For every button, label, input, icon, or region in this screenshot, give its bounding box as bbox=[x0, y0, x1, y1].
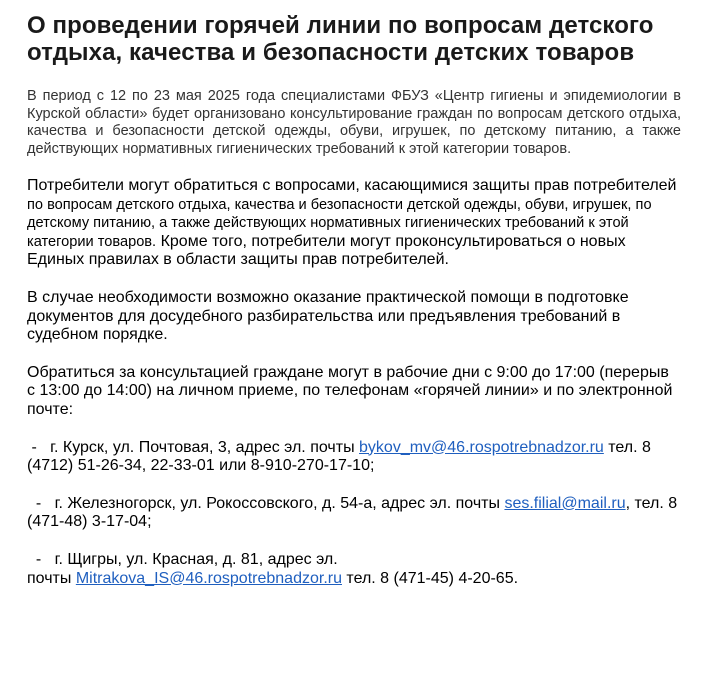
contact-kursk-address: г. Курск, ул. Почтовая, 3, адрес эл. почты bbox=[50, 438, 360, 456]
list-dash: - bbox=[27, 550, 55, 568]
spacer bbox=[27, 345, 681, 364]
contact-zheleznogorsk-address: г. Железногорск, ул. Рокоссовского, д. 54-а, адрес эл. почты bbox=[54, 494, 505, 512]
spacer bbox=[27, 476, 681, 495]
email-link-shchigry[interactable]: Mitrakova_IS@46.rospotrebnadzor.ru bbox=[75, 569, 342, 587]
spacer bbox=[27, 532, 681, 551]
contact-shchigry bbox=[27, 551, 681, 588]
list-dash: - bbox=[27, 438, 51, 456]
consumers-text-part2: по вопросам детского отдыха, качества и безопасности детской одежды, обуви, игрушек, по детскому питанию, а также действующих нормативных гигиенических требований к этой категории товаров. bbox=[27, 196, 652, 250]
email-link-zheleznogorsk[interactable]: ses.filial@mail.ru bbox=[504, 494, 626, 512]
intro-paragraph: В период с 12 по 23 мая 2025 года специалистами ФБУЗ «Центр гигиены и эпидемиологии в Курской области» будет организовано консультирование граждан по вопросам детского отдыха, качества и безопасности детской одежды, обуви, игрушек, по детскому питанию, а также действующих нормативных гигиенических требований к этой категории товаров. bbox=[27, 88, 681, 157]
consumers-text-part3: Кроме того, потребители могут проконсультироваться о новых Единых правилах в области защиты прав потребителей. bbox=[27, 232, 626, 269]
consumers-text-part1: Потребители могут обратиться с вопросами, касающимися защиты прав потребителей bbox=[27, 177, 677, 194]
contact-shchigry-address-line1: г. Щигры, ул. Красная, д. 81, адрес эл. bbox=[54, 550, 338, 568]
spacer bbox=[27, 270, 681, 289]
consumers-paragraph bbox=[27, 177, 681, 270]
article bbox=[27, 12, 681, 588]
contact-zheleznogorsk-phone: , тел. 8 (471-48) 3-17-04; bbox=[27, 494, 678, 531]
contact-zheleznogorsk bbox=[27, 495, 681, 532]
contact-intro-paragraph: Обратиться за консультацией граждане могут в рабочие дни с 9:00 до 17:00 (перерыв с 13:00 до 14:00) на личном приеме, по телефонам «горячей линии» и по электронной почте: bbox=[27, 363, 673, 418]
spacer bbox=[27, 158, 681, 177]
contact-shchigry-phone: тел. 8 (471-45) 4-20-65. bbox=[341, 569, 519, 587]
article-title: О проведении горячей линии по вопросам детского отдыха, качества и безопасности детских товаров bbox=[27, 12, 654, 66]
email-link-kursk[interactable]: bykov_mv@46.rospotrebnadzor.ru bbox=[359, 438, 604, 456]
contact-kursk bbox=[27, 439, 681, 476]
contact-shchigry-address-line2: почты bbox=[27, 569, 76, 587]
contact-kursk-phone: тел. 8 (4712) 51-26-34, 22-33-01 или 8-910-270-17-10; bbox=[27, 438, 651, 475]
help-paragraph: В случае необходимости возможно оказание практической помощи в подготовке документов для досудебного разбирательства или предъявления требований в судебном порядке. bbox=[27, 288, 629, 344]
list-dash: - bbox=[27, 494, 55, 512]
spacer bbox=[27, 420, 681, 439]
